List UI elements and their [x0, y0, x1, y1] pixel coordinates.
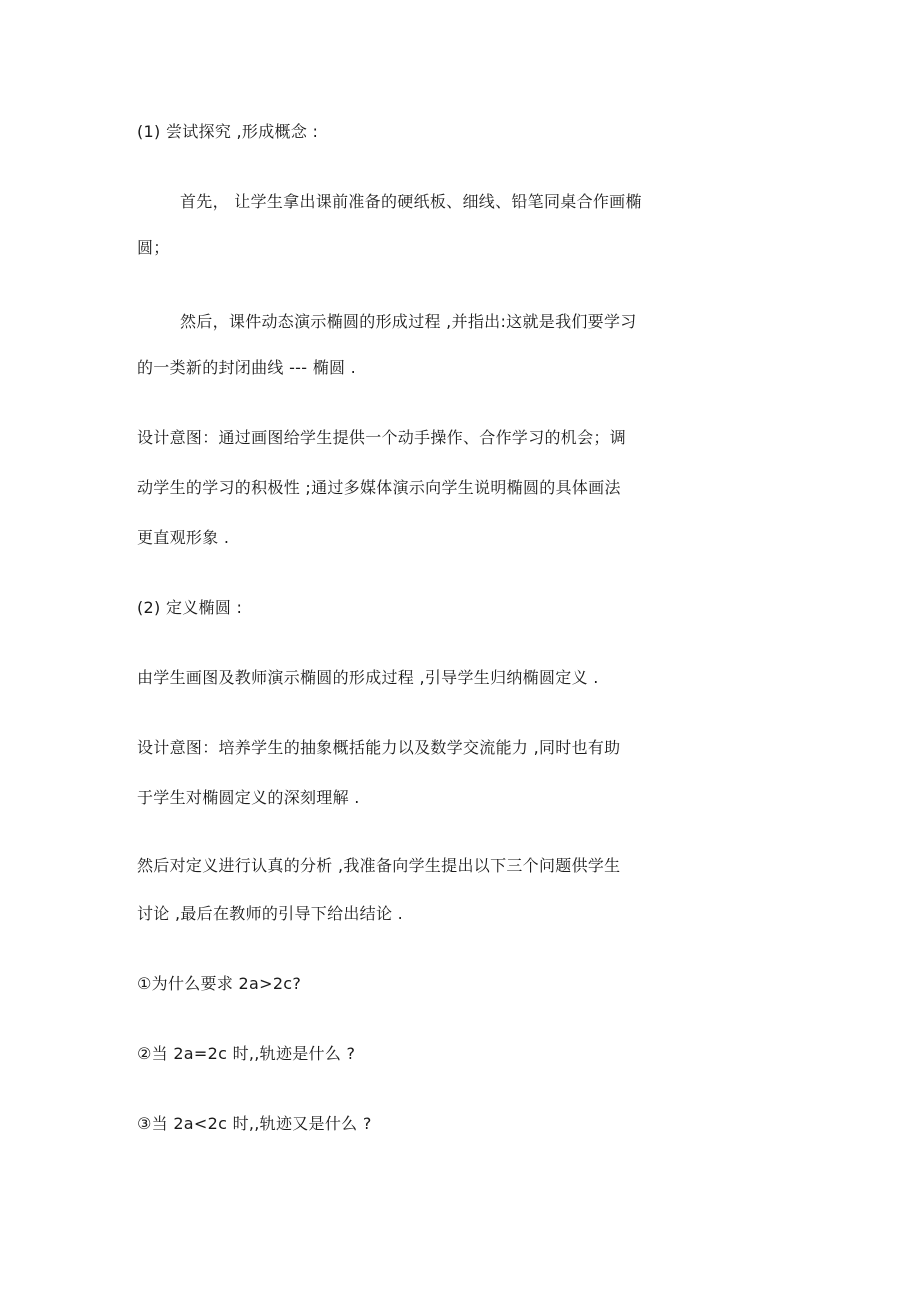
paragraph-line: 圆； [137, 238, 170, 257]
design-intent-line: 设计意图：培养学生的抽象概括能力以及数学交流能力 ,同时也有助 [137, 738, 621, 757]
section-heading-1: (1) 尝试探究 ,形成概念 : [137, 122, 319, 141]
paragraph-line: 然后对定义进行认真的分析 ,我准备向学生提出以下三个问题供学生 [137, 856, 621, 875]
design-intent-line: 动学生的学习的积极性 ;通过多媒体演示向学生说明椭圆的具体画法 [137, 478, 621, 497]
design-intent-line: 于学生对椭圆定义的深刻理解 . [137, 788, 360, 807]
question-item-2: ②当 2a=2c 时,,轨迹是什么 ? [137, 1044, 356, 1063]
design-intent-line: 设计意图：通过画图给学生提供一个动手操作、合作学习的机会；调 [137, 428, 627, 447]
question-item-3: ③当 2a<2c 时,,轨迹又是什么 ? [137, 1114, 372, 1133]
paragraph-line: 的一类新的封闭曲线 --- 椭圆 . [137, 358, 357, 377]
paragraph-line: 然后，课件动态演示椭圆的形成过程 ,并指出:这就是我们要学习 [180, 312, 637, 331]
paragraph-line: 由学生画图及教师演示椭圆的形成过程 ,引导学生归纳椭圆定义 . [137, 668, 599, 687]
design-intent-line: 更直观形象 . [137, 528, 230, 547]
paragraph-line: 首先， 让学生拿出课前准备的硬纸板、细线、铅笔同桌合作画椭 [180, 192, 642, 211]
question-item-1: ①为什么要求 2a>2c? [137, 974, 302, 993]
paragraph-line: 讨论 ,最后在教师的引导下给出结论 . [137, 904, 404, 923]
section-heading-2: (2) 定义椭圆 : [137, 598, 243, 617]
